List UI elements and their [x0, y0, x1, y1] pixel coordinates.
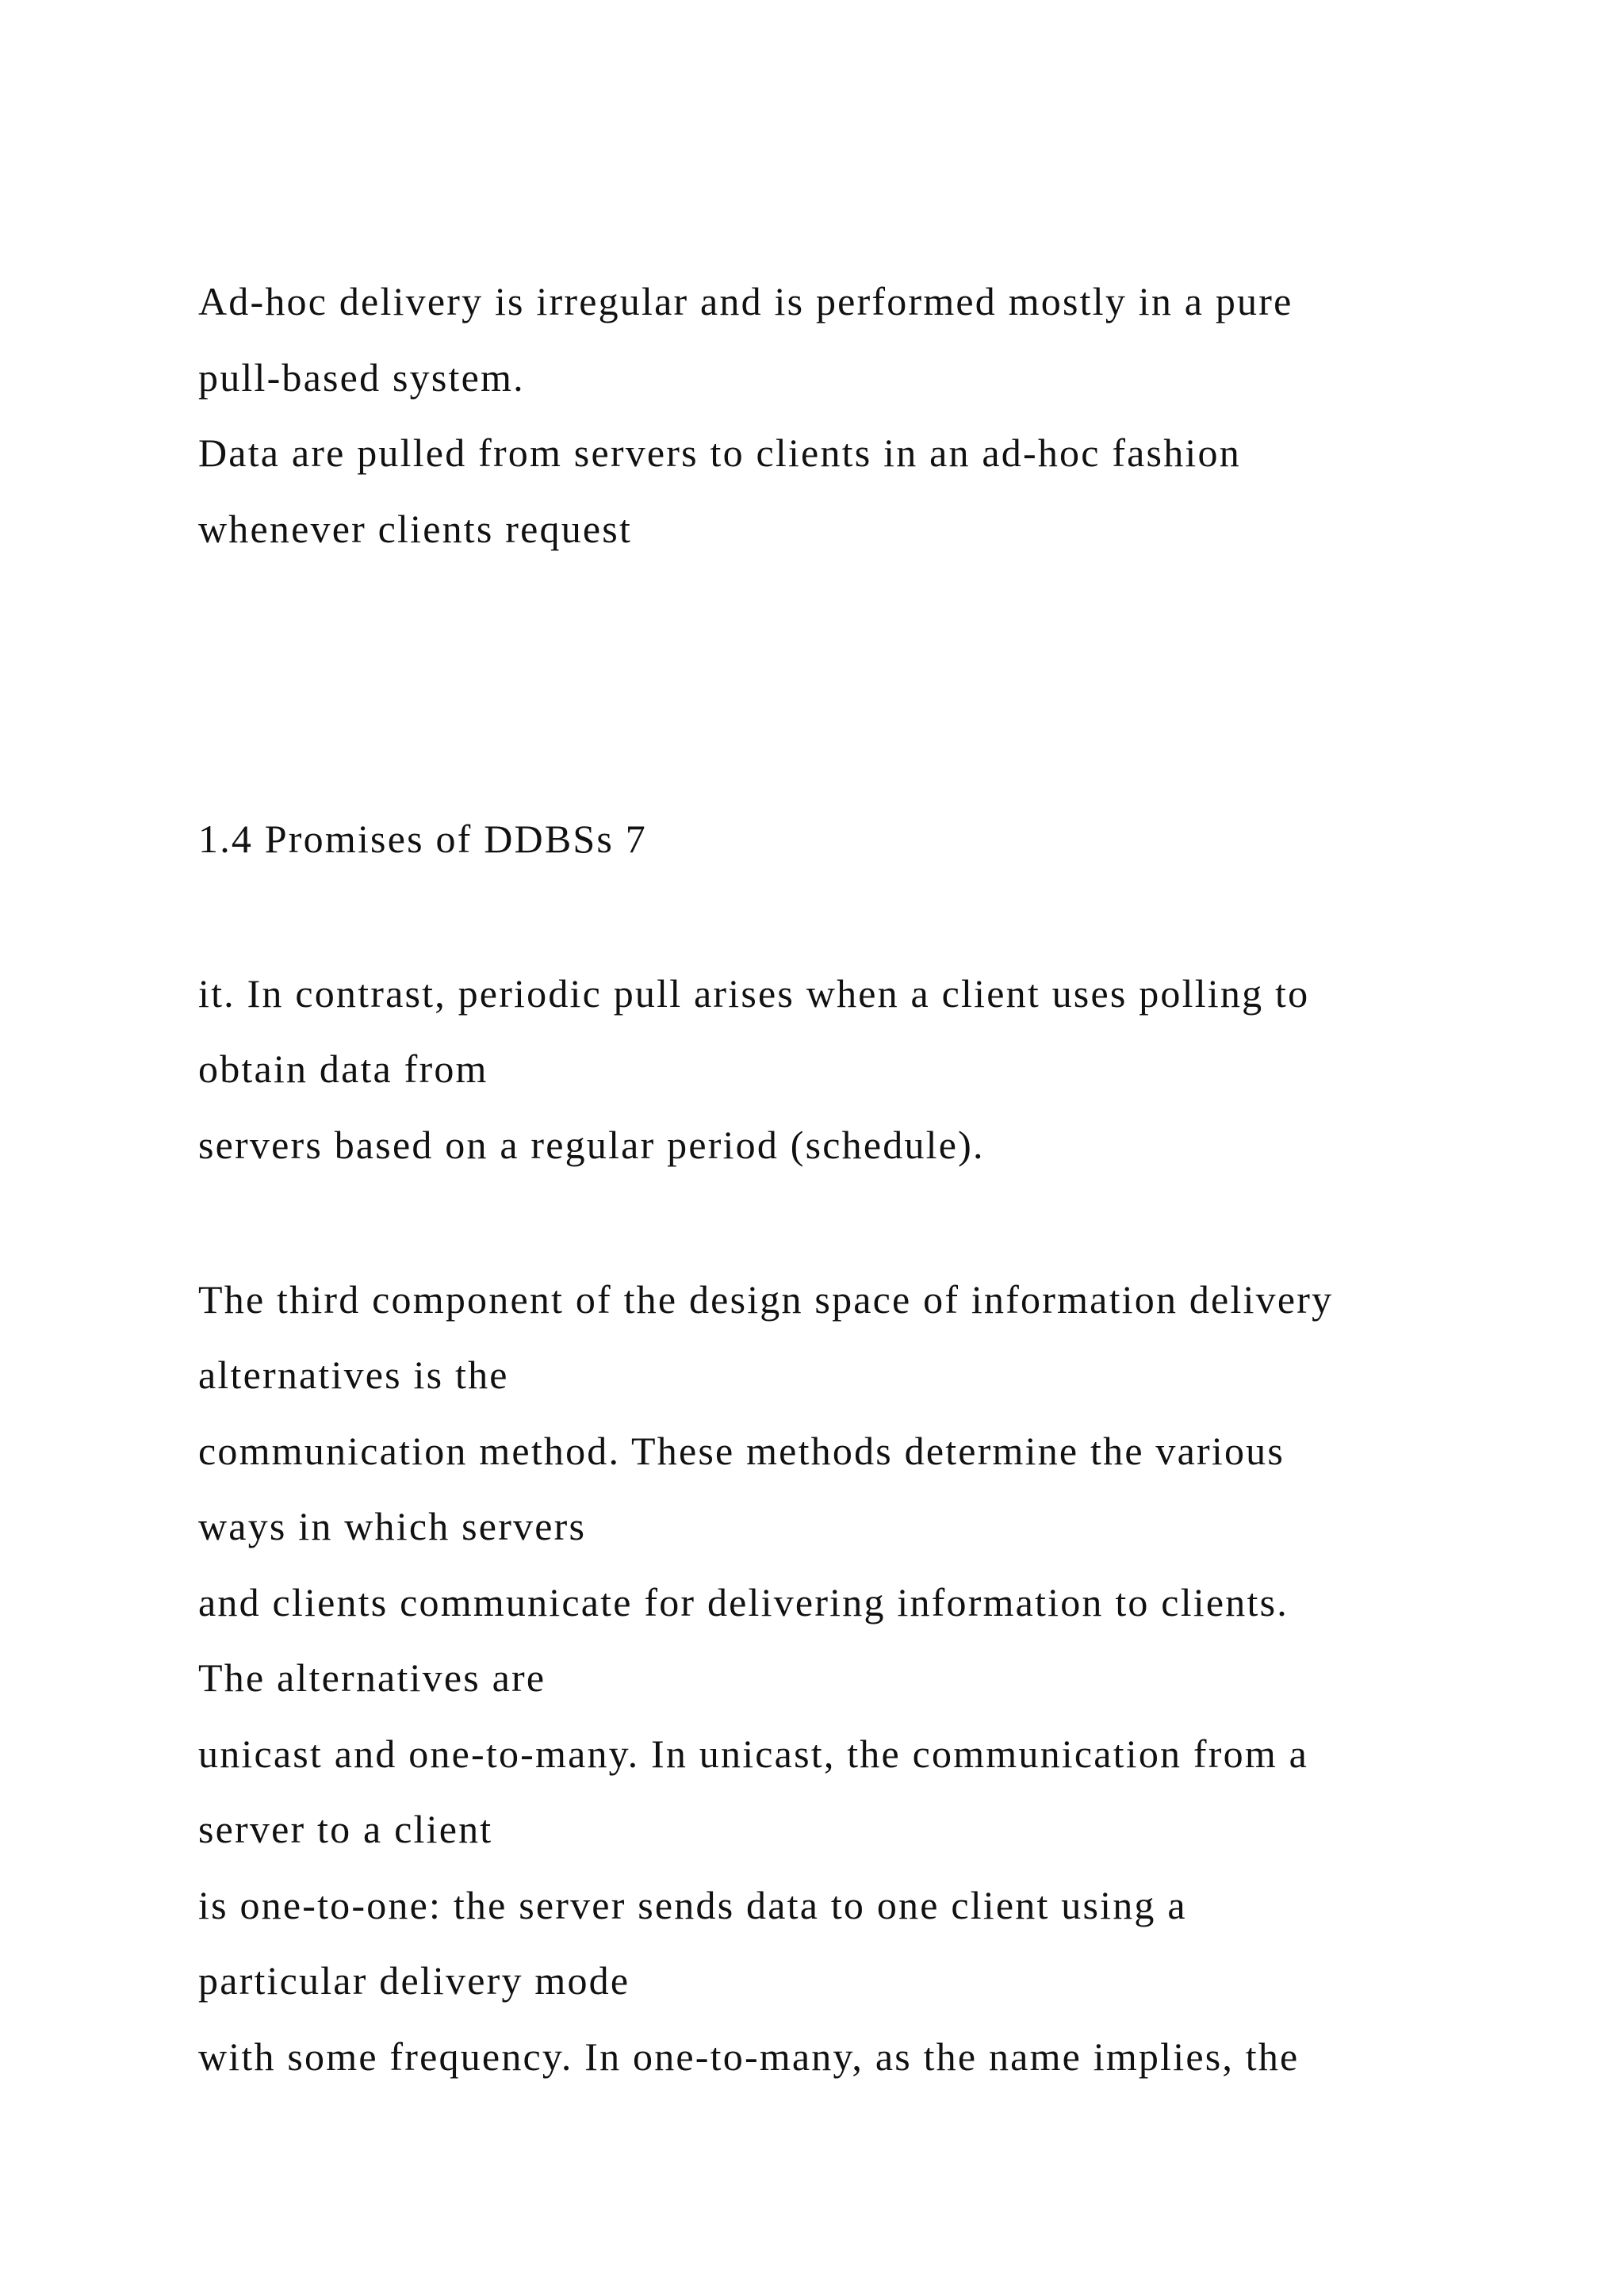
text-line: whenever clients request — [198, 507, 633, 551]
text-line: servers based on a regular period (schedule). — [198, 1123, 985, 1167]
text-line: is one-to-one: the server sends data to one client using a — [198, 1883, 1187, 1927]
text-line: The third component of the design space of information delivery — [198, 1277, 1334, 1322]
text-line: alternatives is the — [198, 1353, 509, 1397]
text-line: pull-based system. — [198, 355, 525, 400]
text-line: with some frequency. In one-to-many, as the name implies, the — [198, 2034, 1300, 2079]
text-line: and clients communicate for delivering information to clients. — [198, 1580, 1289, 1624]
text-line: server to a client — [198, 1807, 493, 1851]
text-line: obtain data from — [198, 1047, 488, 1091]
text-line: Ad-hoc delivery is irregular and is performed mostly in a pure — [198, 279, 1293, 323]
text-line: it. In contrast, periodic pull arises when a client uses polling to — [198, 971, 1310, 1016]
text-line: particular delivery mode — [198, 1958, 630, 2003]
text-line: ways in which servers — [198, 1504, 587, 1548]
text-line: communication method. These methods determine the various — [198, 1429, 1285, 1473]
text-line: unicast and one-to-many. In unicast, the communication from a — [198, 1732, 1309, 1776]
text-line: Data are pulled from servers to clients in an ad-hoc fashion — [198, 430, 1241, 475]
text-line: The alternatives are — [198, 1655, 546, 1700]
section-header: 1.4 Promises of DDBSs 7 — [198, 817, 647, 861]
